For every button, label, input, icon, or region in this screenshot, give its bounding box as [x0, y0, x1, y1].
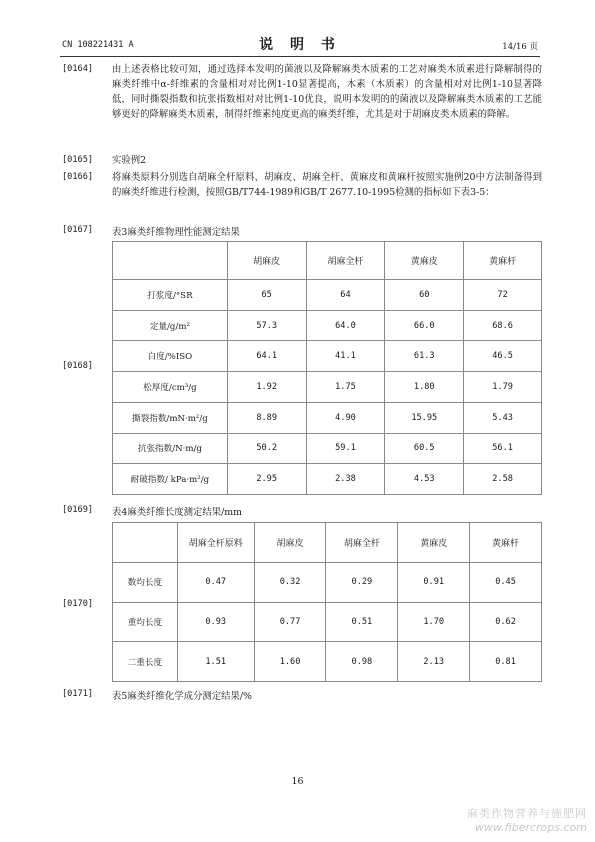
table-cell: 0.91: [398, 563, 470, 603]
document-title: 说 明 书: [259, 37, 341, 53]
table-cell: 1.79: [464, 372, 542, 403]
paragraph-text: 由上述表格比较可知，通过选择本发明的菌液以及降解麻类木质素的工艺对麻类木质素进行降解制得的麻类纤维中α-纤维素的含量相对对比例1-10显著提高，木素（木质素）的含量相对对比例1-10显著降低，同时撕裂指数和抗张指数相对对比例1-10优良，说明本发明的的菌液以及降解麻类木质素的工艺能够更好的降解麻类木质素，制得纤维素纯度更高的麻类纤维，尤其是对于胡麻皮类木质素的降解。: [112, 64, 542, 120]
table-cell: 5.43: [464, 402, 542, 433]
table3-caption-row: [62, 224, 240, 238]
row-label: 撕裂指数/mN·m²/g: [113, 402, 228, 433]
table-cell: 4.53: [385, 464, 464, 495]
table-cell: 72: [464, 280, 542, 311]
table-cell: 8.89: [227, 402, 306, 433]
row-label: 白度/%ISO: [113, 341, 228, 372]
row-label: 数均长度: [113, 563, 178, 603]
page-number: 16: [291, 776, 304, 787]
table-row: [113, 280, 542, 311]
table-cell: 41.1: [306, 341, 385, 372]
table-cell: 64.1: [227, 341, 306, 372]
table-header-cell: [113, 242, 228, 280]
table-cell: 1.60: [254, 642, 326, 682]
table-cell: 0.81: [470, 642, 542, 682]
document-number: CN 108221431 A: [62, 40, 134, 50]
page-of-indicator: 14/16 页: [502, 42, 538, 52]
row-label: 耐破指数/ kPa·m²/g: [113, 464, 228, 495]
table-cell: 57.3: [227, 310, 306, 341]
paragraph-tag: [0165]: [62, 155, 94, 165]
table-cell: 68.6: [464, 310, 542, 341]
table-row: [113, 642, 542, 682]
table-cell: 60.5: [385, 433, 464, 464]
table-cell: 0.32: [254, 563, 326, 603]
table-header-row: [113, 523, 542, 563]
table-cell: 61.3: [385, 341, 464, 372]
table-cell: 60: [385, 280, 464, 311]
table4-fiber-length: [112, 522, 542, 682]
table-cell: 1.80: [385, 372, 464, 403]
table4-caption: 表4麻类纤维长度测定结果/mm: [112, 507, 243, 518]
table-cell: 2.58: [464, 464, 542, 495]
row-label: 打浆度/°SR: [113, 280, 228, 311]
paragraph-0165: [62, 153, 542, 168]
table5-caption: 表5麻类纤维化学成分测定结果/%: [112, 691, 252, 702]
table-cell: 46.5: [464, 341, 542, 372]
table-cell: 0.62: [470, 602, 542, 642]
paragraph-tag: [0171]: [62, 689, 94, 699]
table-cell: 15.95: [385, 402, 464, 433]
table-row: [113, 310, 542, 341]
table-header-cell: 黄麻杆: [464, 242, 542, 280]
row-label: 抗张指数/N·m/g: [113, 433, 228, 464]
table-row: [113, 433, 542, 464]
table-cell: 2.38: [306, 464, 385, 495]
paragraph-0164: [62, 62, 542, 122]
table-cell: 1.75: [306, 372, 385, 403]
watermark-url: www.fibercrops.com: [474, 821, 587, 834]
table-cell: 1.51: [177, 642, 254, 682]
table4-caption-row: [62, 504, 243, 518]
table-cell: 66.0: [385, 310, 464, 341]
table-header-cell: 胡麻全杆原料: [177, 523, 254, 563]
table-cell: 1.70: [398, 602, 470, 642]
table-cell: 64.0: [306, 310, 385, 341]
table-row: [113, 563, 542, 603]
table-header-cell: [113, 523, 178, 563]
table-cell: 0.77: [254, 602, 326, 642]
table-cell: 65: [227, 280, 306, 311]
paragraph-tag: [0167]: [62, 225, 94, 235]
table-header-cell: 黄麻皮: [385, 242, 464, 280]
table3-physical-properties: [112, 241, 542, 495]
table-cell: 0.98: [326, 642, 398, 682]
table-cell: 50.2: [227, 433, 306, 464]
paragraph-text: 将麻类原料分别选自胡麻全杆原料、胡麻皮、胡麻全杆、黄麻皮和黄麻杆按照实施例20中方法制备得到的麻类纤维进行检测，按照GB/T744-1989和GB/T 2677.10-1995检测的指标如下表3-5：: [112, 172, 542, 198]
header-rule: [60, 56, 540, 57]
table-cell: 64: [306, 280, 385, 311]
table-cell: 0.29: [326, 563, 398, 603]
table-cell: 2.13: [398, 642, 470, 682]
table-cell: 0.51: [326, 602, 398, 642]
table-header-cell: 胡麻皮: [227, 242, 306, 280]
paragraph-tag: [0166]: [62, 172, 94, 182]
table-header-cell: 胡麻皮: [254, 523, 326, 563]
row-label: 二重长度: [113, 642, 178, 682]
table-cell: 0.45: [470, 563, 542, 603]
page-header: [60, 34, 540, 54]
table-cell: 0.93: [177, 602, 254, 642]
paragraph-tag: [0169]: [62, 505, 94, 515]
table-cell: 56.1: [464, 433, 542, 464]
table-cell: 0.47: [177, 563, 254, 603]
table-header-row: [113, 242, 542, 280]
table-header-cell: 黄麻杆: [470, 523, 542, 563]
row-label: 重均长度: [113, 602, 178, 642]
paragraph-tag: [0164]: [62, 64, 94, 74]
table-cell: 4.90: [306, 402, 385, 433]
watermark: [467, 805, 587, 834]
table-cell: 1.92: [227, 372, 306, 403]
table-row: [113, 464, 542, 495]
paragraph-tag-0168: [0168]: [62, 361, 94, 371]
table-row: [113, 402, 542, 433]
row-label: 松厚度/cm³/g: [113, 372, 228, 403]
paragraph-0166: [62, 170, 542, 200]
table-cell: 59.1: [306, 433, 385, 464]
table-header-cell: 胡麻全杆: [306, 242, 385, 280]
table-row: [113, 341, 542, 372]
table-header-cell: 黄麻皮: [398, 523, 470, 563]
table-row: [113, 372, 542, 403]
table-header-cell: 胡麻全杆: [326, 523, 398, 563]
row-label: 定量/g/m²: [113, 310, 228, 341]
table5-caption-row: [62, 688, 252, 702]
watermark-title: 麻类作物营养与施肥网: [467, 807, 587, 820]
table3-caption: 表3麻类纤维物理性能测定结果: [112, 227, 240, 238]
table-row: [113, 602, 542, 642]
paragraph-tag-0170: [0170]: [62, 599, 94, 609]
table-cell: 2.95: [227, 464, 306, 495]
paragraph-text: 实验例2: [112, 155, 147, 166]
